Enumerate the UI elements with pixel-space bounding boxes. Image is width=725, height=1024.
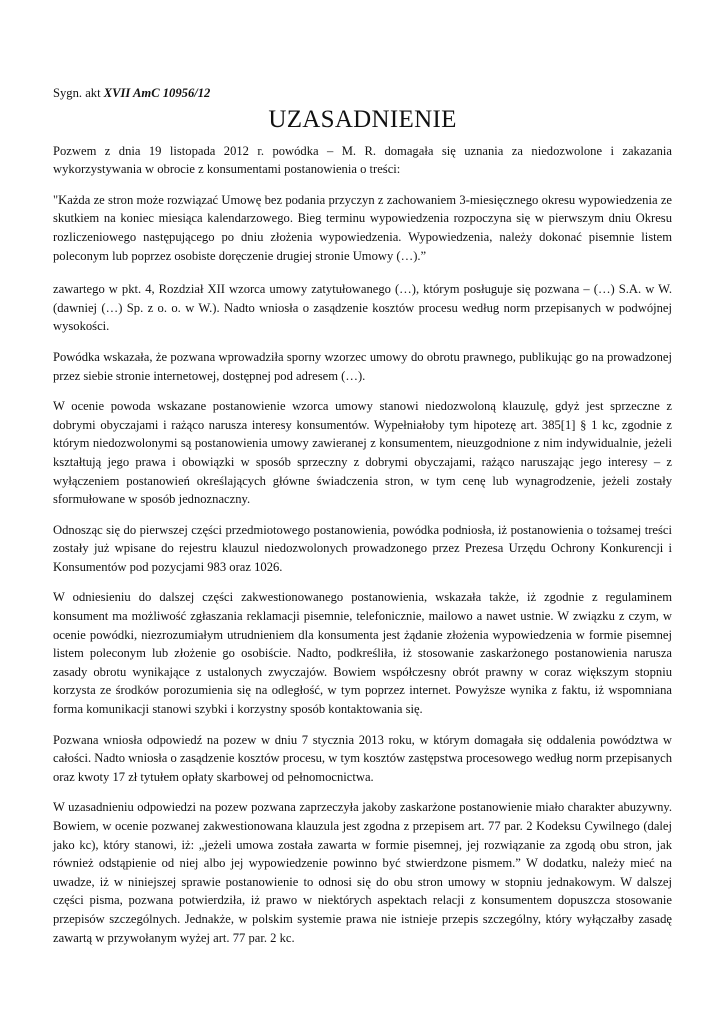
case-reference-prefix: Sygn. akt <box>53 86 104 100</box>
document-title: UZASADNIENIE <box>268 105 457 133</box>
paragraph-register: Odnosząc się do pierwszej części przedmiotowego postanowienia, powódka podniosła, iż postanowienia o tożsamej treści zostały już wpisane do rejestru klauzul niedozwolonych prowadzonego przez Prezesa Urzędu Ochrony Konkurencji i Konsumentów pod pozycjami 983 oraz 1026. <box>53 522 672 574</box>
paragraph-claim: Pozwem z dnia 19 listopada 2012 r. powódka – M. R. domagała się uznania za niedozwolone i zakazania wykorzystywania w obrocie z konsumentami postanowienia o treści: <box>53 143 672 177</box>
paragraph-defendant-arguments: W uzasadnieniu odpowiedzi na pozew pozwana zaprzeczyła jakoby zaskarżone postanowienie miało charakter abuzywny. Bowiem, w ocenie pozwanej zakwestionowana klauzula jest zgodna z przepisem art. 77 par. 2 Kodeksu Cywilnego (dalej jako kc), który stanowi, iż: „jeżeli umowa została zawarta w formie pisemnej, jej rozwiązanie za zgodą obu stron, jak również odstąpienie od niej albo jej wypowiedzenie powinno być stwierdzone pismem.” W dodatku, należy mieć na uwadze, iż w niniejszej sprawie postanowienie to odnosi się do obu stron umowy w stopniu jednakowym. W dalszej części pisma, pozwana potwierdziła, iż prawo w niektórych aspektach relacji z konsumentem dopuszcza stosowanie przepisów szczególnych. Jednakże, w polskim systemie prawa nie istnieje przepis szczególny, który wyłączałby zasadę zawartą w przywołanym wyżej art. 77 par. 2 kc. <box>53 800 672 945</box>
case-reference-number: XVII AmC 10956/12 <box>103 86 211 100</box>
paragraph-quoted-clause: "Każda ze stron może rozwiązać Umowę bez podania przyczyn z zachowaniem 3-miesięcznego okresu wypowiedzenia ze skutkiem na koniec miesiąca kalendarzowego. Bieg terminu wypowiedzenia rozpoczyna się w pierwszym dniu Okresu rozliczeniowego następującego po dniu złożenia wypowiedzenia. Wypowiedzenia, należy dokonać pisemnie listem poleconym lub poprzez osobiste doręczenie drugiej stronie Umowy (…).” <box>53 192 672 263</box>
paragraph-publication: Powódka wskazała, że pozwana wprowadziła sporny wzorzec umowy do obrotu prawnego, publikując go na prowadzonej przez siebie stronie internetowej, dostępnej pod adresem (…). <box>53 349 672 383</box>
document-page <box>53 84 672 959</box>
paragraph-contract-reference: zawartego w pkt. 4, Rozdział XII wzorca umowy zatytułowanego (…), którym posługuje się pozwana – (…) S.A. w W. (dawniej (…) Sp. z o. o. w W.). Nadto wniosła o zasądzenie kosztów procesu według norm przepisanych w podwójnej wysokości. <box>53 282 672 334</box>
paragraph-defendant-answer: Pozwana wniosła odpowiedź na pozew w dniu 7 stycznia 2013 roku, w którym domagała się oddalenia powództwa w całości. Nadto wniosła o zasądzenie kosztów procesu, w tym kosztów zastępstwa procesowego według norm przepisanych oraz kwoty 17 zł tytułem opłaty skarbowej od pełnomocnictwa. <box>53 732 673 784</box>
paragraph-unfair-term: W ocenie powoda wskazane postanowienie wzorca umowy stanowi niedozwoloną klauzulę, gdyż jest sprzeczne z dobrymi obyczajami i rażąco narusza interesy konsumentów. Wypełniałoby tym hipotezę art. 385[1] § 1 kc, zgodnie z którym niedozwolonymi są postanowienia umowy zawieranej z konsumentem, nieuzgodnione z nim indywidualnie, jeżeli kształtują jego prawa i obowiązki w sposób sprzeczny z dobrymi obyczajami, rażąco naruszając jego interesy – z wyłączeniem postanowień określających główne świadczenia stron, w tym cenę lub wynagrodzenie, jeżeli zostały sformułowane w sposób jednoznaczny. <box>53 399 672 507</box>
paragraph-complaints: W odniesieniu do dalszej części zakwestionowanego postanowienia, wskazała także, iż zgodnie z regulaminem konsument ma możliwość zgłaszania reklamacji pisemnie, telefonicznie, mailowo a nawet ustnie. W związku z czym, w ocenie powódki, niezrozumiałym utrudnieniem dla konsumenta jest żądanie złożenia wypowiedzenia w formie pisemnej listem poleconym lub złożenie go osobiście. Nadto, podkreśliła, iż stosowanie zaskarżonego postanowienia narusza zasady obrotu wynikające z ustalonych zwyczajów. Bowiem współczesny obrót prawny w coraz większym stopniu korzysta ze środków porozumienia się na odległość, w tym poprzez internet. Powyższe wynika z faktu, iż wspomniana forma komunikacji stanowi szybki i korzystny sposób kontaktowania się. <box>53 590 672 717</box>
case-reference <box>53 84 672 103</box>
